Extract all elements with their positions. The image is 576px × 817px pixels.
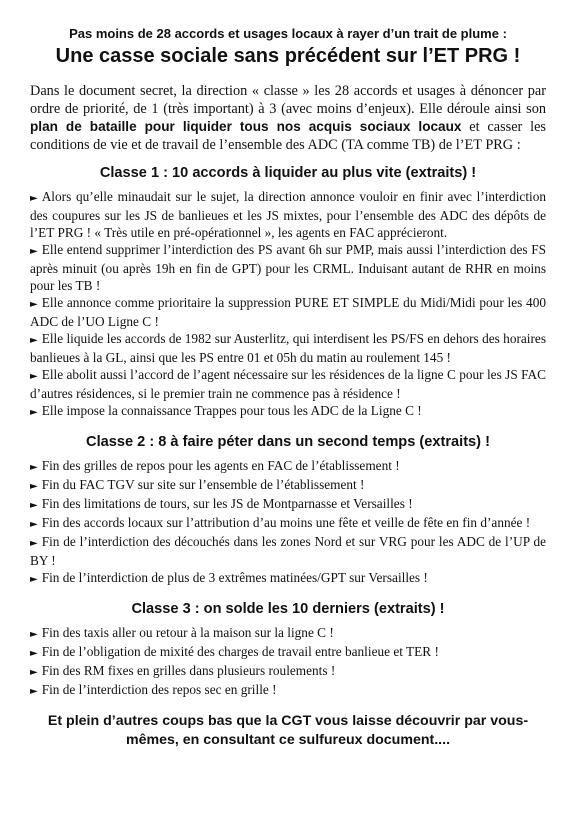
bullet-arrow-icon: ►: [30, 462, 38, 473]
list-item-text: Elle abolit aussi l’accord de l’agent nécessaire sur les résidences de la ligne C pour les JS FAC d’autres résidences, si le premier train ne commence pas à résidence !: [30, 367, 546, 401]
list-item: [30, 662, 546, 681]
bullet-arrow-icon: ►: [30, 299, 38, 310]
list-item-text: Alors qu’elle minaudait sur le sujet, la direction annonce vouloir en finir avec l’interdiction des coupures sur les JS de banlieues et les JS mixtes, pour l’ensemble des ADC des dépôts de l’ET PRG ! « Très utile en pré-opérationnel », les agents en FAC apprécieront.: [30, 189, 546, 240]
bullet-arrow-icon: ►: [30, 667, 38, 678]
list-item: [30, 330, 546, 366]
bullet-list-classe-1: [30, 188, 546, 421]
list-item-text: Fin des accords locaux sur l’attribution d’au moins une fête et veille de fête en fin d’année !: [41, 515, 531, 530]
bullet-arrow-icon: ►: [30, 481, 38, 492]
section-title-classe-1: Classe 1 : 10 accords à liquider au plus vite (extraits) !: [99, 165, 477, 181]
list-item: [30, 533, 546, 569]
intro-bold: plan de bataille pour liquider tous nos acquis sociaux locaux: [30, 119, 462, 134]
bullet-arrow-icon: ►: [30, 648, 38, 659]
list-item: [30, 402, 546, 421]
section-title-classe-3: Classe 3 : on solde les 10 derniers (extraits) !: [131, 601, 445, 617]
bullet-arrow-icon: ►: [30, 371, 38, 382]
bullet-arrow-icon: ►: [30, 193, 38, 204]
kicker-line: Pas moins de 28 accords et usages locaux à rayer d’un trait de plume :: [69, 26, 507, 41]
list-item-text: Elle entend supprimer l’interdiction des PS avant 6h sur PMP, mais aussi l’interdiction des FS après minuit (ou après 19h en fin de GPT) pour les CRML. Induisant autant de RHR en moins pour les TB !: [30, 242, 546, 293]
list-item: [30, 241, 546, 294]
bullet-arrow-icon: ►: [30, 574, 38, 585]
list-item-text: Fin des limitations de tours, sur les JS de Montparnasse et Versailles !: [41, 496, 413, 511]
list-item: [30, 514, 546, 533]
list-item: [30, 188, 546, 241]
list-item-text: Fin des grilles de repos pour les agents en FAC de l’établissement !: [41, 458, 400, 473]
intro-paragraph: [30, 82, 546, 154]
list-item: [30, 681, 546, 700]
bullet-arrow-icon: ►: [30, 629, 38, 640]
list-item: [30, 495, 546, 514]
headline: Une casse sociale sans précédent sur l’ET PRG !: [55, 45, 521, 67]
bullet-arrow-icon: ►: [30, 246, 38, 257]
bullet-arrow-icon: ►: [30, 407, 38, 418]
list-item-text: Fin de l’interdiction des repos sec en grille !: [41, 682, 277, 697]
intro-part1: Dans le document secret, la direction « classe » les 28 accords et usages à dénoncer par ordre de priorité, de 1 (très important) à 3 (avec moins d’enjeux). Elle déroule ainsi son: [30, 83, 546, 117]
list-item-text: Fin de l’interdiction des découchés dans les zones Nord et sur VRG pour les ADC de l’UP de BY !: [30, 534, 546, 568]
list-item: [30, 457, 546, 476]
list-item-text: Fin de l’obligation de mixité des charges de travail entre banlieue et TER !: [41, 644, 439, 659]
list-item-text: Fin du FAC TGV sur site sur l’ensemble de l’établissement !: [41, 477, 365, 492]
bullet-list-classe-2: [30, 457, 546, 588]
list-item: [30, 294, 546, 330]
list-item: [30, 624, 546, 643]
bullet-arrow-icon: ►: [30, 519, 38, 530]
list-item: [30, 643, 546, 662]
bullet-arrow-icon: ►: [30, 686, 38, 697]
list-item: [30, 366, 546, 402]
section-title-classe-2: Classe 2 : 8 à faire péter dans un second temps (extraits) !: [86, 434, 490, 450]
bullet-arrow-icon: ►: [30, 335, 38, 346]
list-item-text: Fin de l’interdiction de plus de 3 extrêmes matinées/GPT sur Versailles !: [41, 570, 428, 585]
list-item-text: Fin des RM fixes en grilles dans plusieurs roulements !: [41, 663, 336, 678]
list-item-text: Elle annonce comme prioritaire la suppression PURE ET SIMPLE du Midi/Midi pour les 400 ADC de l’UO Ligne C !: [30, 295, 546, 329]
closing-statement: Et plein d’autres coups bas que la CGT vous laisse découvrir par vous-mêmes, en consultant ce sulfureux document....: [47, 713, 529, 748]
sections-container: [30, 164, 546, 700]
intro-part2: et casser les conditions de vie et de travail de l’ensemble des ADC (TA comme TB) de l’ET PRG :: [30, 119, 546, 153]
list-item: [30, 569, 546, 588]
bullet-list-classe-3: [30, 624, 546, 700]
list-item: [30, 476, 546, 495]
bullet-arrow-icon: ►: [30, 500, 38, 511]
list-item-text: Fin des taxis aller ou retour à la maison sur la ligne C !: [41, 625, 334, 640]
list-item-text: Elle liquide les accords de 1982 sur Austerlitz, qui interdisent les PS/FS en dehors des horaires banlieues à la GL, ainsi que les PS entre 01 et 05h du matin au roulement 145 !: [30, 331, 546, 365]
bullet-arrow-icon: ►: [30, 538, 38, 549]
list-item-text: Elle impose la connaissance Trappes pour tous les ADC de la Ligne C !: [41, 403, 422, 418]
